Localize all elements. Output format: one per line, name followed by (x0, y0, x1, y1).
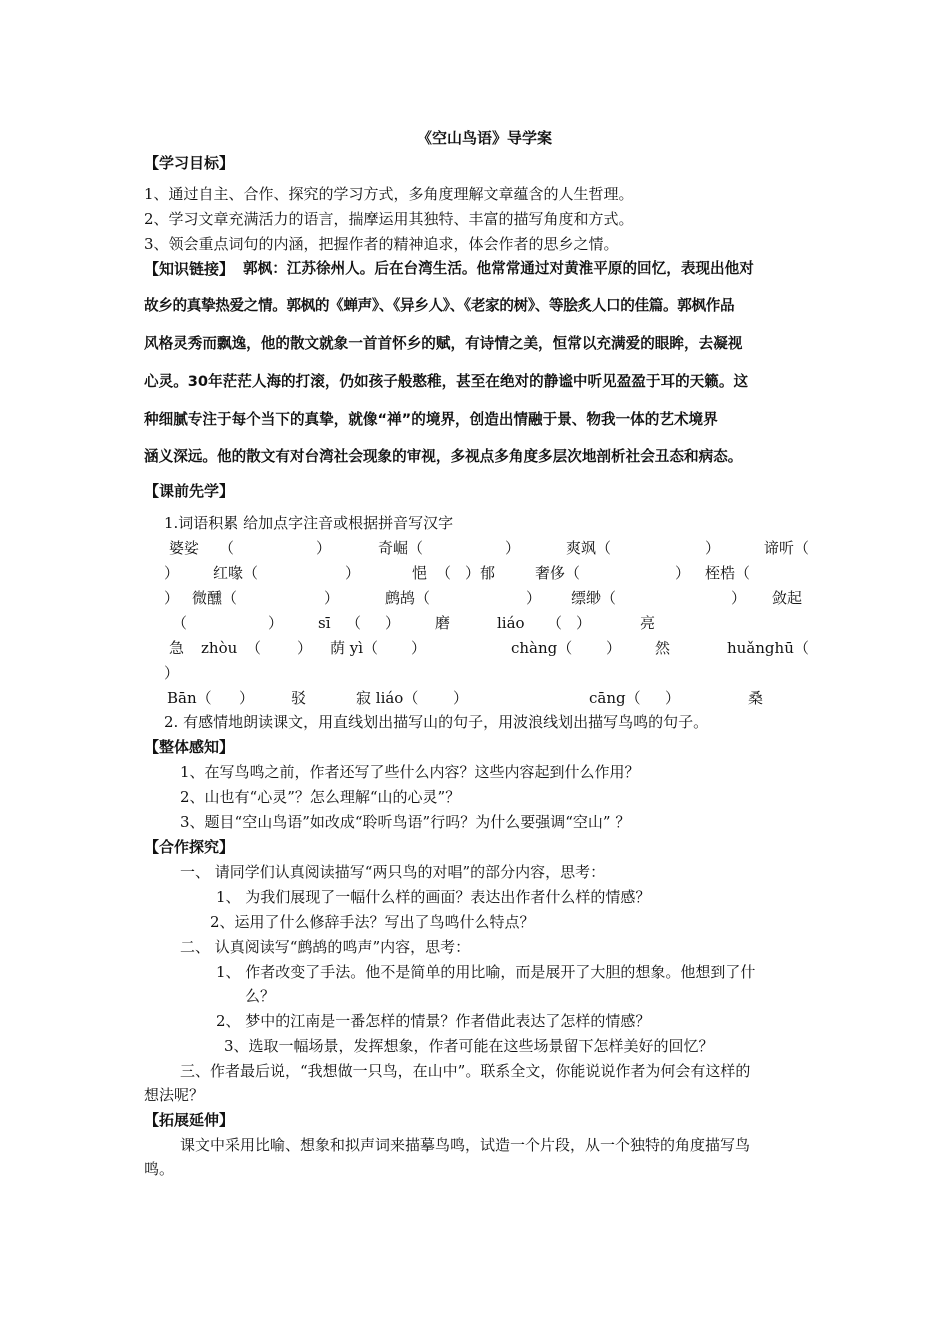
vocab-word: 奢侈（ (535, 564, 581, 582)
vocab-word: 悒 (412, 564, 428, 582)
answer-blank[interactable]: （ (246, 639, 262, 657)
answer-blank[interactable]: ） (268, 614, 284, 632)
coop-subquestion: 么？ (245, 987, 276, 1005)
answer-blank[interactable]: （ (547, 614, 563, 632)
extend-text: 鸣。 (144, 1160, 175, 1178)
answer-blank[interactable]: ） (297, 639, 313, 657)
answer-blank[interactable]: ） (705, 539, 721, 557)
vocab-word: 磨 (435, 614, 451, 632)
vocab-word: 亮 (640, 614, 656, 632)
pinyin: liáo (497, 614, 525, 632)
objective-item: 3、领会重点词句的内涵，把握作者的精神追求，体会作者的思乡之情。 (144, 235, 619, 253)
pinyin: sī (318, 614, 331, 632)
objective-item: 1、通过自主、合作、探究的学习方式，多角度理解文章蕴含的人生哲理。 (144, 185, 634, 203)
answer-blank[interactable]: ） (164, 589, 180, 607)
answer-blank[interactable]: ） (164, 564, 180, 582)
objectives-heading: 【学习目标】 (144, 154, 235, 172)
objective-item: 2、学习文章充满活力的语言，揣摩运用其独特、丰富的描写角度和方式。 (144, 210, 634, 228)
pinyin: 寂 liáo（ (356, 689, 419, 707)
vocab-word: 婆娑 (169, 539, 200, 557)
answer-blank[interactable]: ） (665, 689, 681, 707)
pinyin: cāng（ (589, 689, 641, 707)
coop-subquestion: 1、 作者改变了手法。他不是简单的用比喻，而是展开了大胆的想象。他想到了什 (216, 963, 756, 981)
answer-blank[interactable]: ） (345, 564, 361, 582)
pinyin: huǎnghū (727, 639, 794, 657)
answer-blank[interactable]: ） (526, 589, 542, 607)
pinyin: zhòu (201, 639, 238, 657)
vocab-word: 桑 (748, 689, 764, 707)
vocab-word: ）郁 (465, 564, 496, 582)
vocab-task: 1.词语积累 给加点字注音或根据拼音写汉字 (164, 514, 454, 532)
vocab-word: 缥缈（ (571, 589, 617, 607)
overall-question: 3、题目“空山鸟语”如改成“聆听鸟语”行吗？为什么要强调“空山” ？ (180, 813, 631, 831)
pinyin: 荫 yì（ (330, 639, 379, 657)
overall-question: 1、在写鸟鸣之前，作者还写了些什么内容？这些内容起到什么作用？ (180, 763, 640, 781)
vocab-word: 驳 (291, 689, 307, 707)
vocab-word: 急 (169, 639, 185, 657)
coop-subquestion: 3、选取一幅场景，发挥想象，作者可能在这些场景留下怎样美好的回忆？ (224, 1037, 714, 1055)
pinyin: Bān（ (167, 689, 212, 707)
answer-blank[interactable]: ） (164, 664, 180, 682)
knowledge-line: 心灵。30年茫茫人海的打滚，仍如孩子般憨稚，甚至在绝对的静谧中听见盈盈于耳的天籁。这 (144, 373, 749, 390)
vocab-word: 奇崛（ (378, 539, 424, 557)
coop-subquestion: 2、运用了什么修辞手法？写出了鸟鸣什么特点？ (210, 913, 535, 931)
vocab-word: 桎梏（ (705, 564, 751, 582)
knowledge-line: 郭枫：江苏徐州人。后在台湾生活。他常常通过对黄淮平原的回忆，表现出他对 (243, 260, 754, 277)
coop-heading: 【合作探究】 (144, 838, 235, 856)
answer-blank[interactable]: ） (411, 639, 427, 657)
prestudy-heading: 【课前先学】 (144, 482, 235, 500)
answer-blank[interactable]: ） (453, 689, 469, 707)
overall-heading: 【整体感知】 (144, 738, 235, 756)
knowledge-line: 故乡的真挚热爱之情。郭枫的《蝉声》、《异乡人》、《老家的树》、等脍炙人口的佳篇。郭枫作品 (144, 297, 735, 314)
answer-blank[interactable]: ） (239, 689, 255, 707)
vocab-word: 鹧鸪（ (385, 589, 431, 607)
pinyin: chàng（ (511, 639, 573, 657)
answer-blank[interactable]: ） (324, 589, 340, 607)
knowledge-line: 种细腻专注于每个当下的真挚，就像“禅”的境界，创造出情融于景、物我一体的艺术境界 (144, 411, 718, 428)
answer-blank[interactable]: ） (316, 539, 332, 557)
vocab-word: 爽飒（ (566, 539, 612, 557)
answer-blank[interactable]: ） (606, 639, 622, 657)
answer-blank[interactable]: ） (576, 614, 592, 632)
extend-heading: 【拓展延伸】 (144, 1111, 235, 1129)
coop-subquestion: 1、 为我们展现了一幅什么样的画面？表达出作者什么样的情感？ (216, 888, 651, 906)
answer-blank[interactable]: ） (385, 614, 401, 632)
vocab-word: 谛听（ (764, 539, 810, 557)
vocab-word: 微醺（ (192, 589, 238, 607)
knowledge-line: 涵义深远。他的散文有对台湾社会现象的审视，多视点多角度多层次地剖析社会丑态和病态。 (144, 448, 743, 465)
vocab-word: 然 (655, 639, 671, 657)
reading-task: 2. 有感情地朗读课文，用直线划出描写山的句子，用波浪线划出描写鸟鸣的句子。 (164, 713, 709, 731)
coop-question: 一、 请同学们认真阅读描写“两只鸟的对唱”的部分内容，思考： (180, 863, 606, 881)
coop-question: 三、作者最后说，“我想做一只鸟，在山中”。联系全文，你能说说作者为何会有这样的 (180, 1062, 751, 1080)
overall-question: 2、山也有“心灵”？怎么理解“山的心灵”？ (180, 788, 461, 806)
knowledge-line: 风格灵秀而飘逸，他的散文就象一首首怀乡的赋，有诗情之美，恒常以充满爱的眼眸，去凝视 (144, 335, 743, 352)
extend-text: 课文中采用比喻、想象和拟声词来描摹鸟鸣，试造一个片段，从一个独特的角度描写鸟 (180, 1136, 751, 1154)
knowledge-heading: 【知识链接】 (144, 260, 235, 278)
answer-blank[interactable]: ） (675, 564, 691, 582)
answer-blank[interactable]: （ (219, 539, 235, 557)
answer-blank[interactable]: ） (731, 589, 747, 607)
answer-blank[interactable]: （ (794, 639, 810, 657)
answer-blank[interactable]: （ (172, 614, 188, 632)
page-title: 《空山鸟语》导学案 (417, 129, 553, 147)
coop-question: 二、 认真阅读写“鹧鸪的鸣声”内容，思考： (180, 938, 471, 956)
answer-blank[interactable]: （ (346, 614, 362, 632)
answer-blank[interactable]: （ (436, 564, 452, 582)
coop-subquestion: 2、 梦中的江南是一番怎样的情景？作者借此表达了怎样的情感？ (216, 1012, 651, 1030)
answer-blank[interactable]: ） (505, 539, 521, 557)
vocab-word: 敛起 (772, 589, 803, 607)
vocab-word: 红喙（ (213, 564, 259, 582)
coop-question: 想法呢？ (144, 1086, 205, 1104)
